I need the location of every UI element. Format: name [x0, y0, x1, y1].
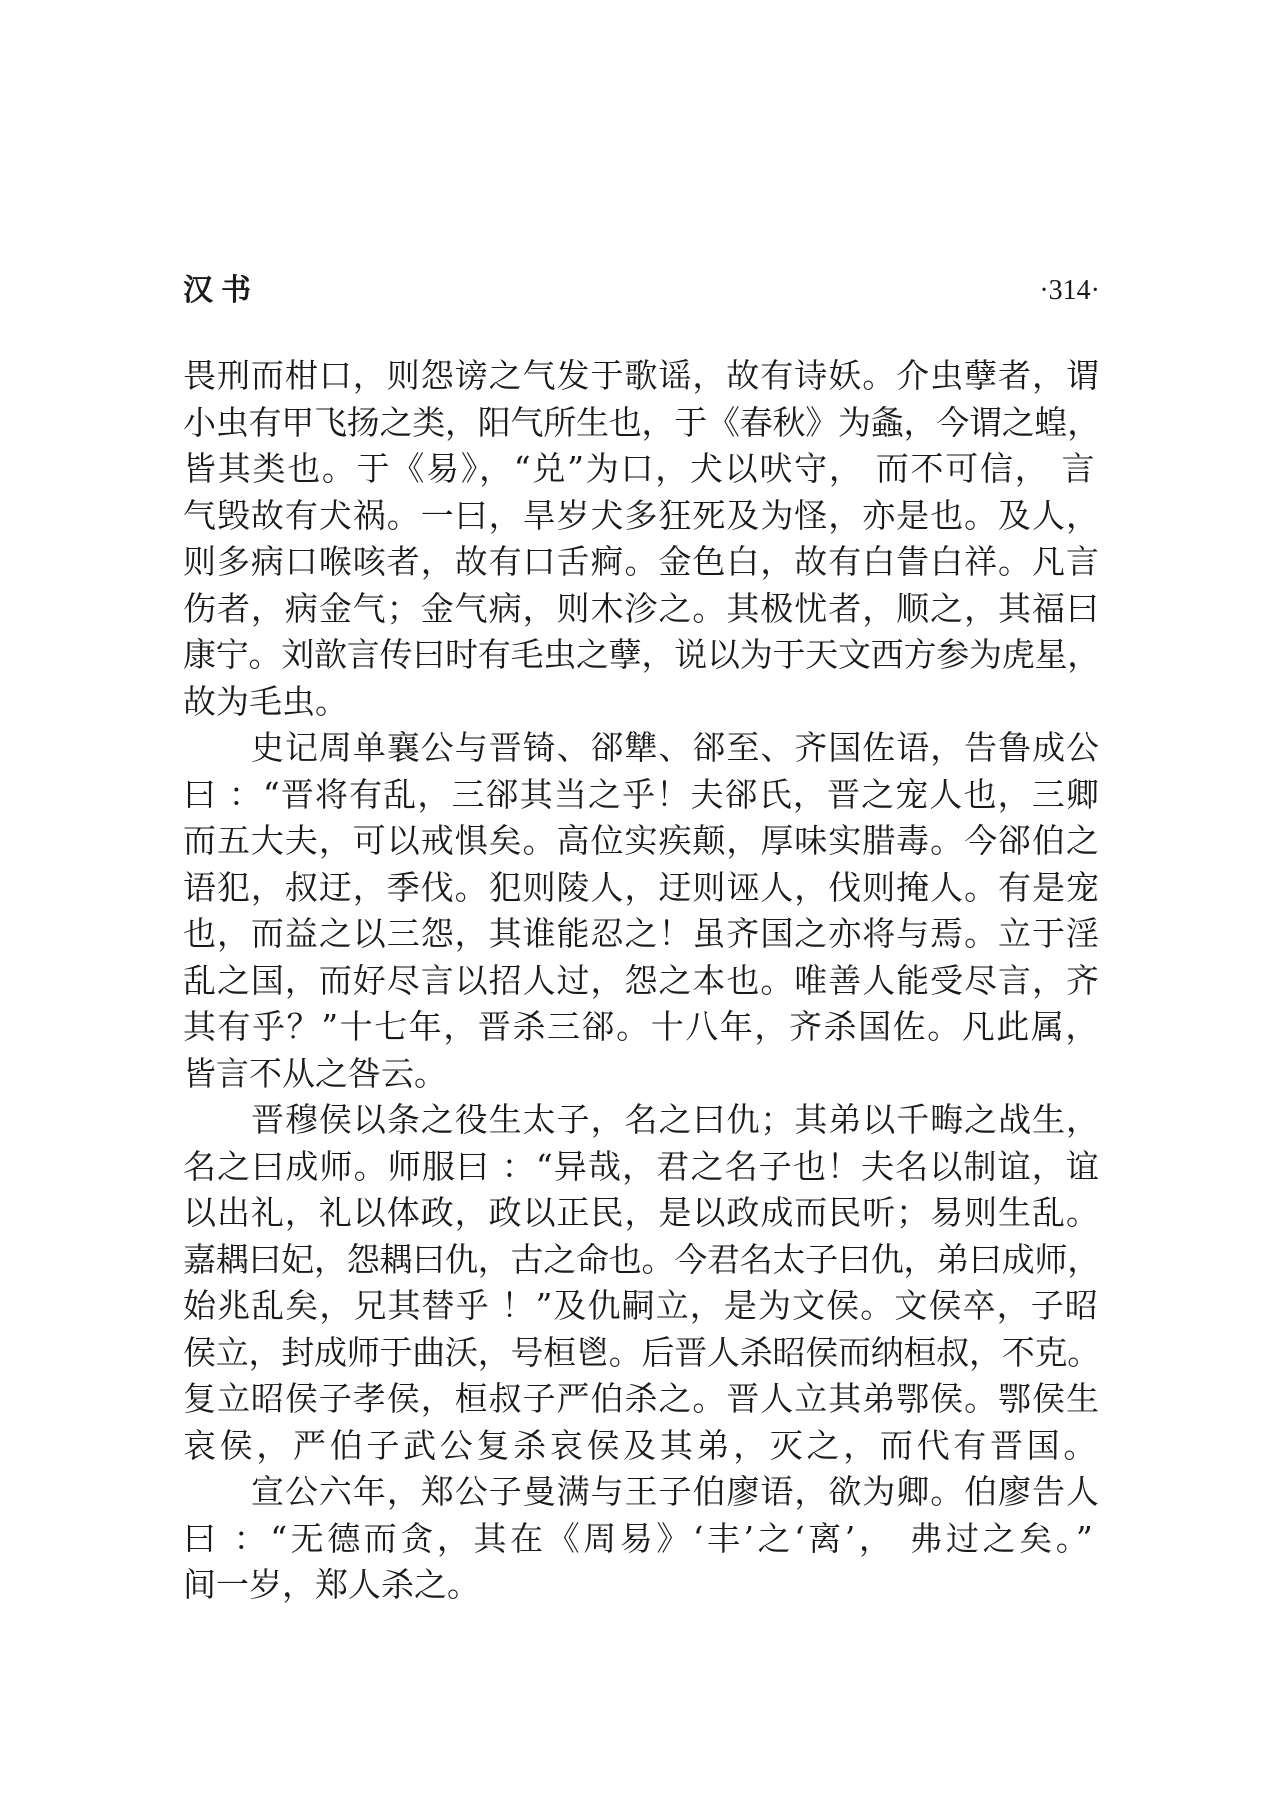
text-line: 语犯，叔迂，季伐。犯则陵人，迂则诬人，伐则掩人。有是宠	[183, 867, 1100, 907]
page-number: ·314·	[1039, 275, 1100, 306]
text-line: 复立昭侯子孝侯，桓叔子严伯杀之。晋人立其弟鄂侯。鄂侯生	[183, 1379, 1100, 1418]
text-line: 曰 ：“无德而贪，其在《周易》‘丰’之‘离’， 弗过之矣。”	[183, 1518, 1097, 1558]
text-line: 始兆乱矣，兄其替乎 ！”及仇嗣立，是为文侯。文侯卒，子昭	[183, 1286, 1099, 1325]
text-line: 皆言不从之咎云。	[183, 1053, 447, 1093]
text-line: 则多病口喉咳者，故有口舌痾。金色白，故有白眚白祥。凡言	[183, 542, 1100, 581]
text-line: 乱之国，而好尽言以招人过，怨之本也。唯善人能受尽言，齐	[183, 960, 1100, 1000]
text-line: 侯立，封成师于曲沃，号桓鬯。后晋人杀昭侯而纳桓叔，不克。	[183, 1332, 1100, 1372]
text-line: 气毁故有犬祸。一曰，旱岁犬多狂死及为怪，亦是也。及人，	[183, 495, 1100, 535]
text-line: 而五大夫，可以戒惧矣。高位实疾颠，厚味实腊毒。今郤伯之	[183, 821, 1100, 860]
text-line: 以出礼，礼以体政，政以正民，是以政成而民听；易则生乱。	[183, 1193, 1100, 1232]
body-text	[183, 353, 1100, 1609]
text-line: 畏刑而柑口，则怨谤之气发于歌谣，故有诗妖。介虫孽者，谓	[183, 356, 1100, 395]
text-line: 哀侯，严伯子武公复杀哀侯及其弟，灭之，而代有晋国。	[183, 1425, 1100, 1465]
text-line: 康宁。刘歆言传曰时有毛虫之孽，说以为于天文西方参为虎星，	[183, 635, 1100, 674]
text-line: 名之曰成师。师服曰 ：“异哉，君之名子也！夫名以制谊，谊	[183, 1146, 1101, 1186]
text-line: 其有乎？”十七年，晋杀三郤。十八年，齐杀国佐。凡此属，	[183, 1007, 1100, 1046]
text-line: 嘉耦曰妃，怨耦曰仇，古之命也。今君名太子曰仇，弟曰成师，	[183, 1239, 1100, 1279]
text-line: 晋穆侯以条之役生太子，名之曰仇；其弟以千畮之战生，	[251, 1100, 1100, 1139]
text-line: 间一岁，郑人杀之。	[183, 1565, 480, 1604]
text-line: 皆其类也。于《易》，“兑”为口，犬以吠守， 而不可信， 言	[183, 449, 1097, 488]
text-line: 小虫有甲飞扬之类，阳气所生也，于《春秋》为螽，今谓之蝗，	[183, 402, 1100, 442]
text-line: 伤者，病金气；金气病，则木沴之。其极忧者，顺之，其福曰	[183, 588, 1100, 628]
text-line: 也，而益之以三怨，其谁能忍之！虽齐国之亦将与焉。立于淫	[183, 914, 1100, 953]
running-head	[183, 270, 1100, 312]
text-line: 故为毛虫。	[183, 681, 348, 721]
text-line: 宣公六年，郑公子曼满与王子伯廖语，欲为卿。伯廖告人	[251, 1472, 1100, 1511]
text-line: 史记周单襄公与晋锜、郤犨、郤至、齐国佐语，告鲁成公	[251, 728, 1100, 767]
text-line: 曰 ：“晋将有乱，三郤其当之乎！夫郤氏，晋之宠人也，三卿	[183, 774, 1101, 814]
book-title: 汉书	[183, 273, 259, 308]
